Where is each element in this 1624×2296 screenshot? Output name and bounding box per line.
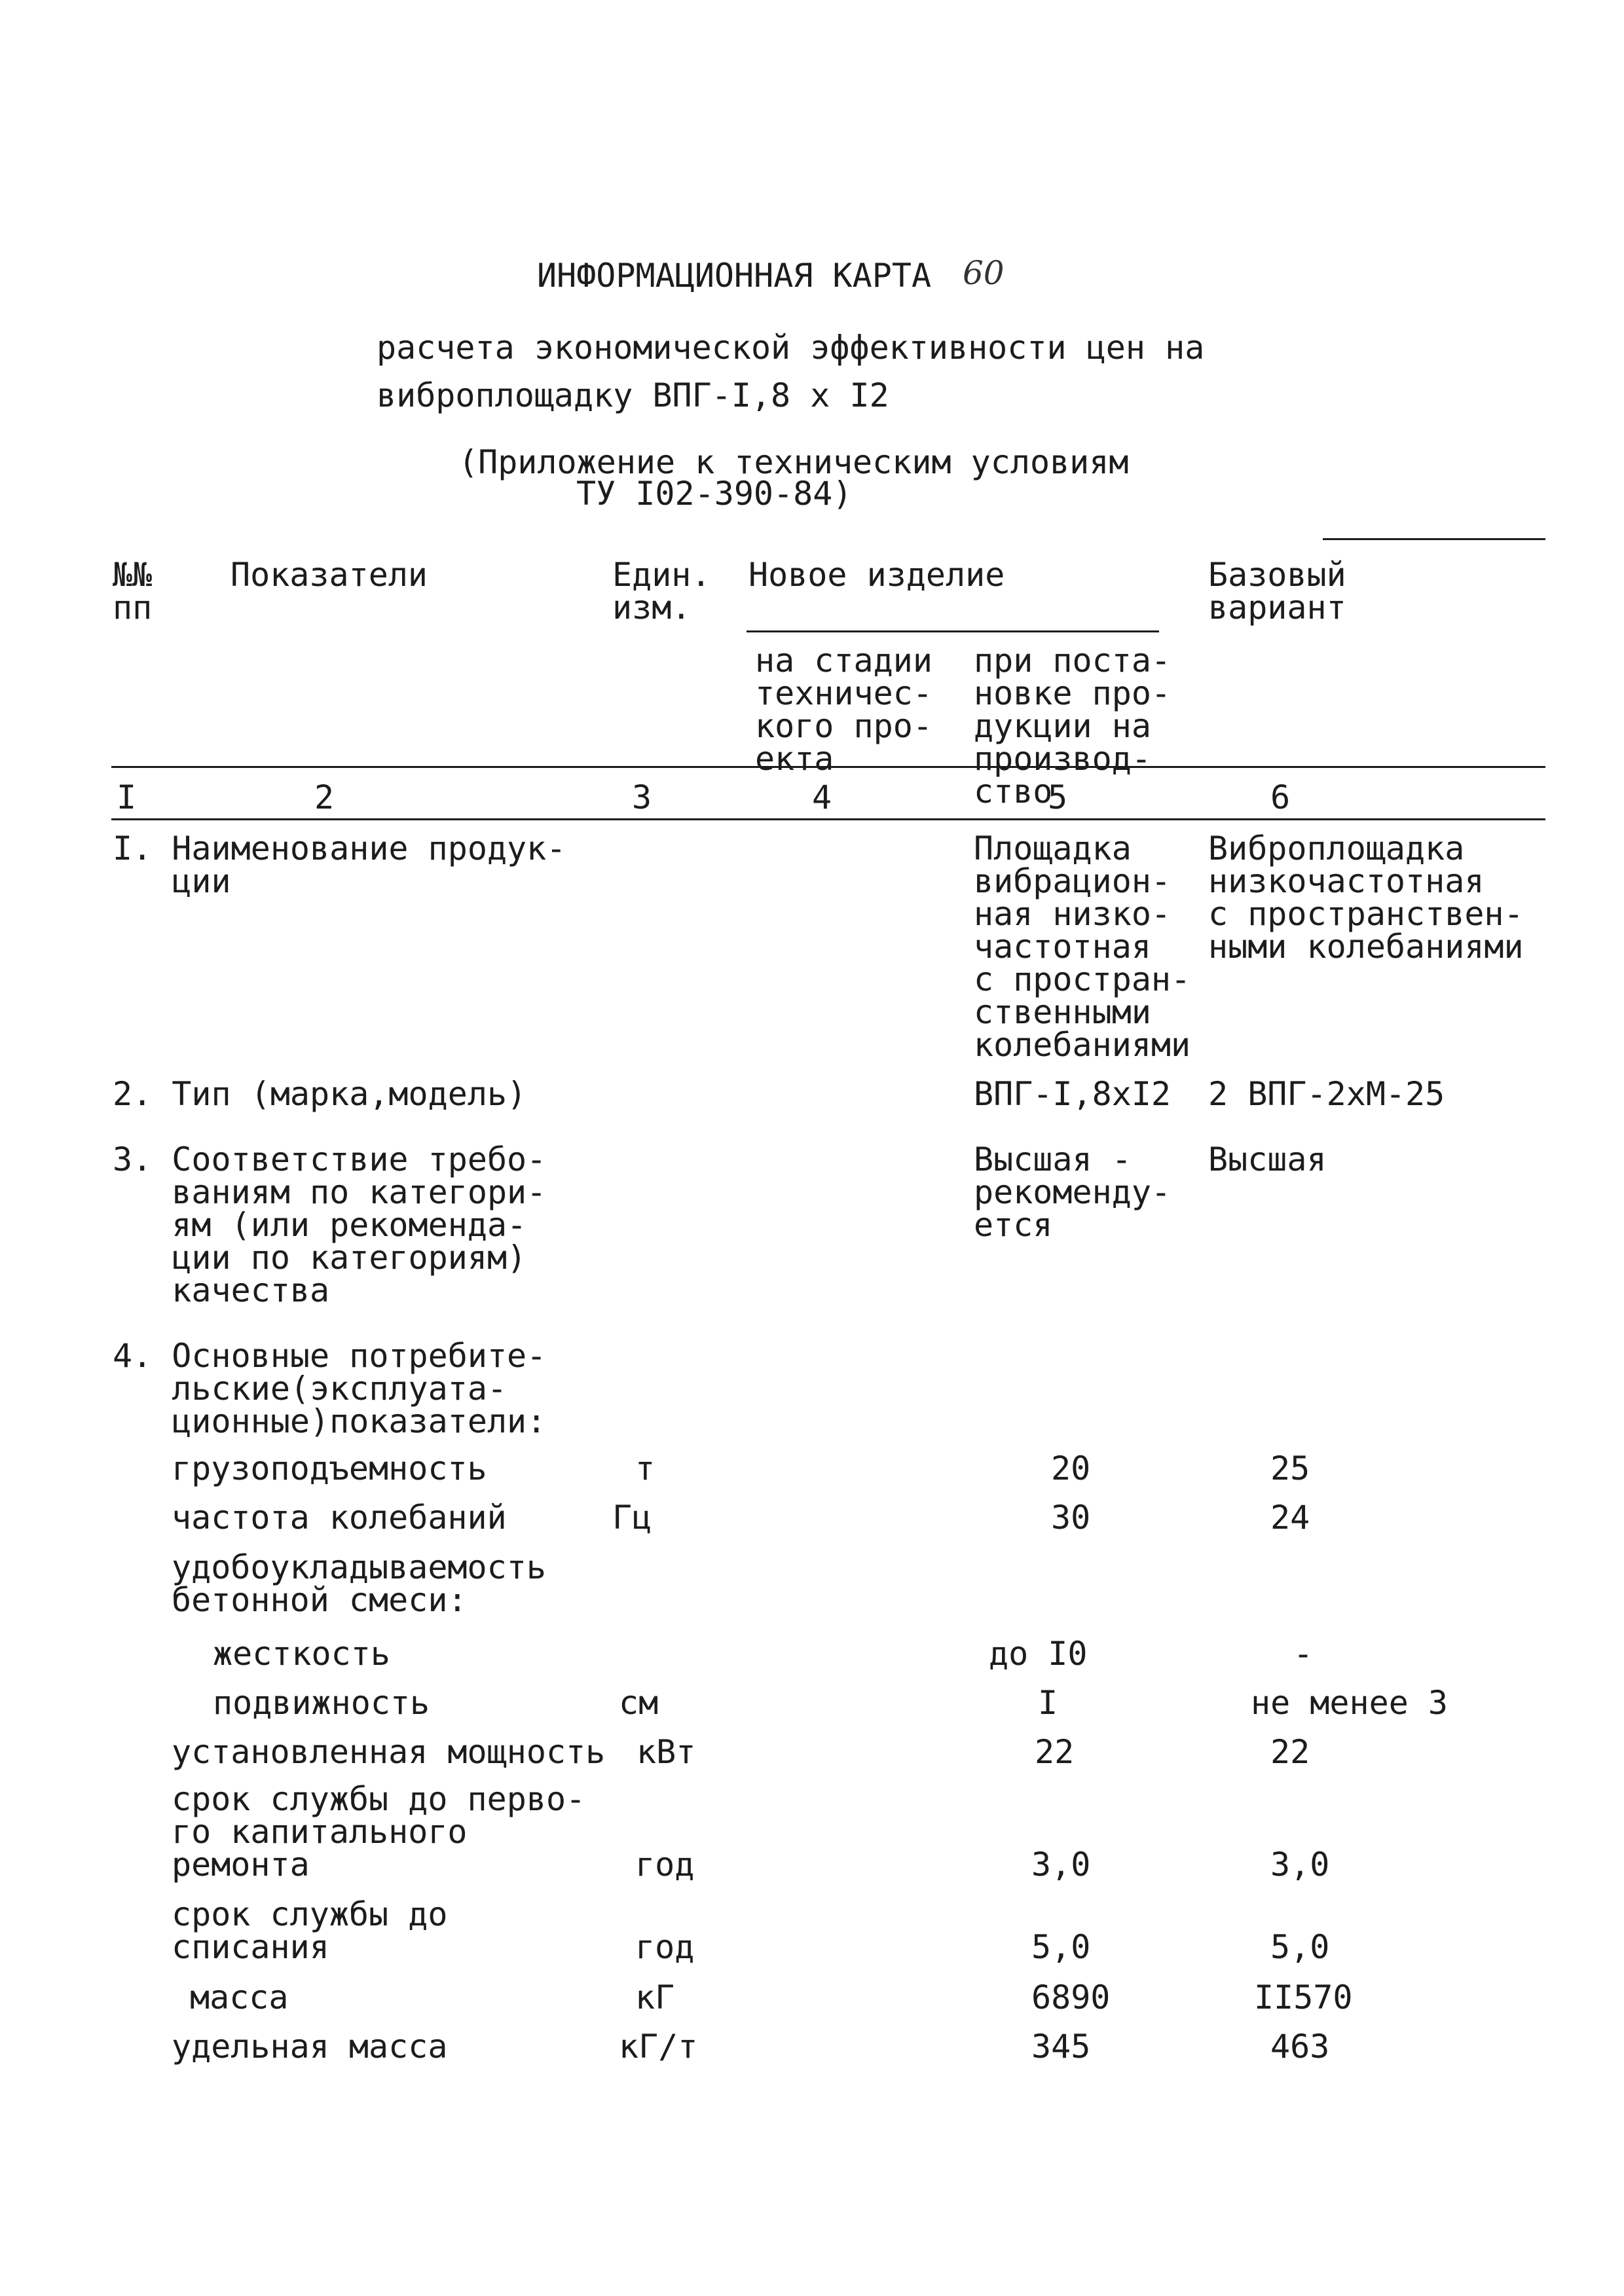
table-top-rule: [1323, 538, 1545, 540]
appendix-line-1: (Приложение к техническим условиям: [458, 443, 1129, 481]
card-number-handwritten: 60: [963, 254, 1005, 292]
row-2-base-value: 2 ВПГ-2xМ-25: [1208, 1075, 1445, 1113]
appendix-line-2: ТУ I02-390-84): [576, 475, 853, 513]
document-title: ИНФОРМАЦИОННАЯ КАРТА: [537, 257, 932, 295]
new-product-underline: [747, 630, 1159, 632]
column-numbers-rule: [111, 818, 1545, 820]
row-3-base-value: Высшая: [1208, 1140, 1327, 1178]
row-2-label: 2. Тип (марка,модель): [113, 1075, 527, 1113]
subtitle-line-2: виброплощадку ВПГ-I,8 x I2: [377, 376, 889, 414]
subtitle-line-1: расчета экономической эффективности цен на: [377, 329, 1205, 367]
row-2-new-value: ВПГ-I,8xI2: [974, 1075, 1172, 1113]
header-new-product: Новое изделие: [748, 556, 1005, 594]
header-col-indicators: Показатели: [231, 556, 428, 594]
